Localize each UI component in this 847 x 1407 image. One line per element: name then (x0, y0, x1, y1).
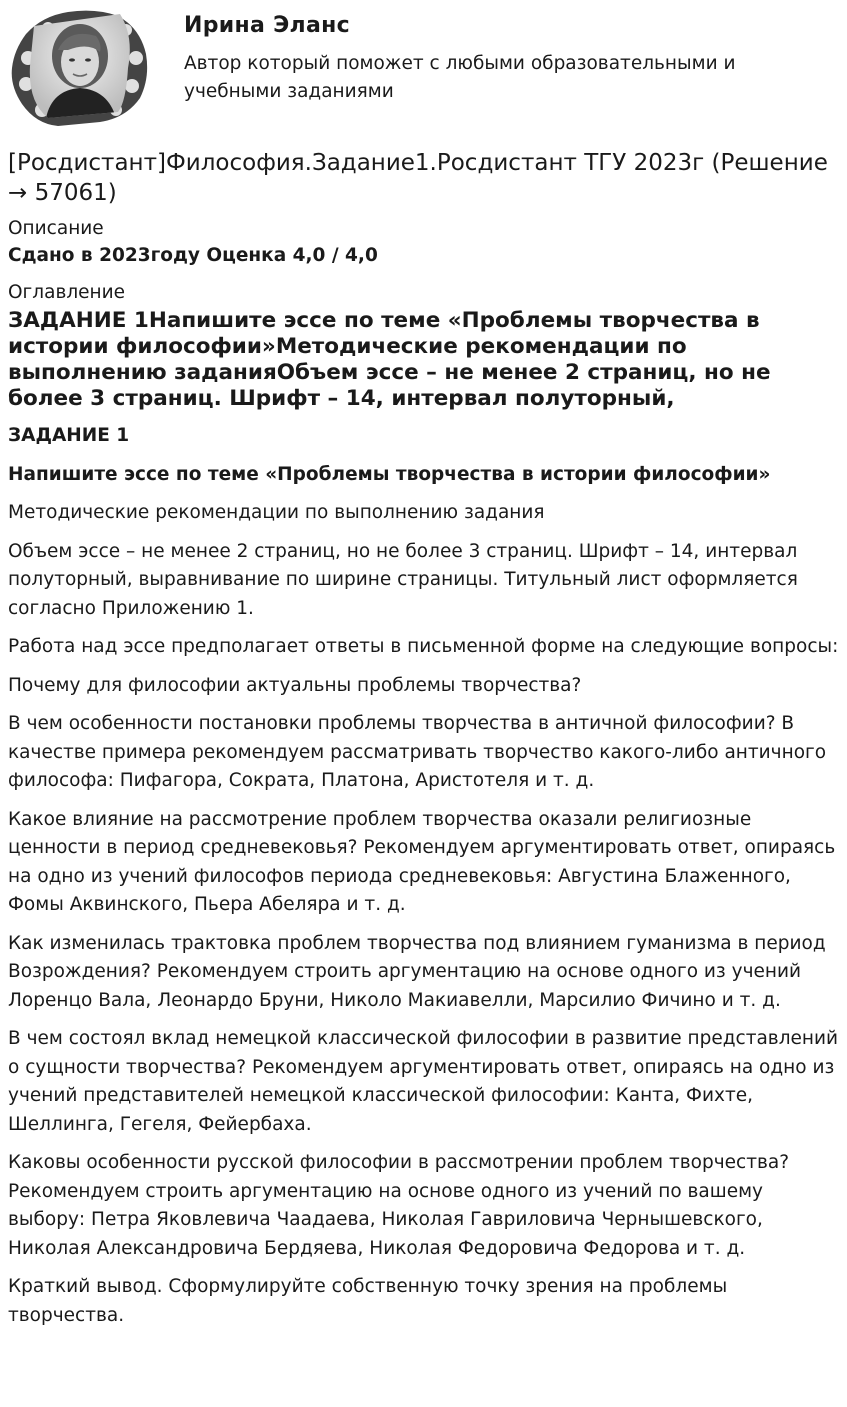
author-description: Автор который поможет с любыми образовательными и учебными заданиями (184, 53, 736, 102)
author-info (184, 12, 784, 106)
author-header (8, 0, 839, 140)
description-label: Описание (8, 218, 104, 239)
paragraph: Как изменилась трактовка проблем творчества под влиянием гуманизма в период Возрождения? Рекомендуем строить аргументацию на основе одного из учений Лоренцо Вала, Леонардо Бруни, Николо Макиавелли, Марсилио Фичино и т. д. (8, 932, 826, 1011)
toc-label: Оглавление (8, 282, 126, 303)
document-title: [Росдистант]Философия.Задание1.Росдистант ТГУ 2023г (Решение → 57061) (8, 150, 828, 206)
essay-topic: Напишите эссе по теме «Проблемы творчества в истории философии» (8, 463, 771, 485)
paragraph: Краткий вывод. Сформулируйте собственную точку зрения на проблемы творчества. (8, 1276, 728, 1326)
paragraph: Почему для философии актуальны проблемы творчества? (8, 674, 582, 696)
paragraph: Каковы особенности русской философии в рассмотрении проблем творчества? Рекомендуем строить аргументацию на основе одного из учений по вашему выбору: Петра Яковлевича Чаадаева, Николая Гавриловича Чернышевского, Николая Александровича Бердяева, Николая Федоровича Федорова и т. д. (8, 1152, 790, 1259)
avatar[interactable] (8, 6, 152, 130)
paragraph: Какое влияние на рассмотрение проблем творчества оказали религиозные ценности в период средневековья? Рекомендуем аргументировать ответ, опираясь на одно из учений философов периода средневековья: Августина Блаженного, Фомы Аквинского, Пьера Абеляра и т. д. (8, 808, 836, 915)
paragraph: Методические рекомендации по выполнению задания (8, 502, 545, 523)
description-text: Сдано в 2023году Оценка 4,0 / 4,0 (8, 245, 378, 266)
author-name[interactable]: Ирина Эланс (184, 13, 350, 38)
toc-summary: ЗАДАНИЕ 1Напишите эссе по теме «Проблемы творчества в истории философии»Методические рекомендации по выполнению заданияОбъем эссе – не менее 2 страниц, но не более 3 страниц. Шрифт – 14, интервал полуторный, (8, 308, 771, 411)
paragraph: Работа над эссе предполагает ответы в письменной форме на следующие вопросы: (8, 636, 839, 657)
task-heading: ЗАДАНИЕ 1 (8, 425, 130, 446)
film-reel-avatar-icon (8, 6, 152, 130)
paragraph: В чем особенности постановки проблемы творчества в античной философии? В качестве примера рекомендуем рассматривать творчество какого-либо античного философа: Пифагора, Сократа, Платона, Аристотеля и т. д. (8, 713, 827, 791)
paragraph: В чем состоял вклад немецкой классической философии в развитие представлений о сущности творчества? Рекомендуем аргументировать ответ, опираясь на одно из учений представителей немецкой классической философии: Канта, Фихте, Шеллинга, Гегеля, Фейербаха. (8, 1028, 839, 1135)
paragraph: Объем эссе – не менее 2 страниц, но не более 3 страниц. Шрифт – 14, интервал полуторный, выравнивание по ширине страницы. Титульный лист оформляется согласно Приложению 1. (8, 540, 798, 619)
document-body (8, 422, 839, 1330)
